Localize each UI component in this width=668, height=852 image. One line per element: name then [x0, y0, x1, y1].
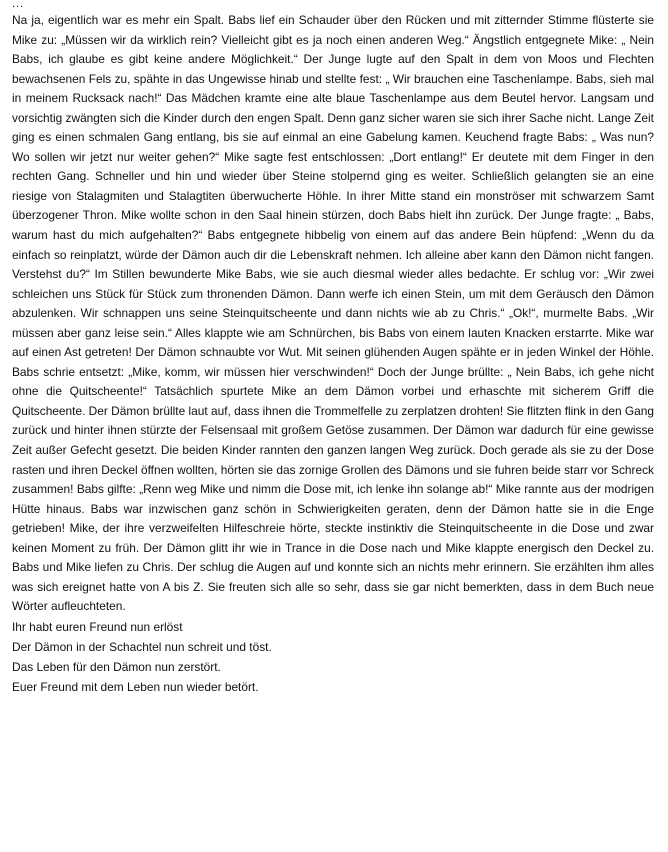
story-paragraph: Na ja, eigentlich war es mehr ein Spalt. Babs lief ein Schauder über den Rücken und mit zitternder Stimme flüsterte sie Mike zu: „Müssen wir da wirklich rein? Vielleicht gibt es ja noch einen anderen Weg.“ Ängstlich entgegnete Mike: „ Nein Babs, ich glaube es gibt keine andere Möglichkeit.“ Der Junge lugte auf den Spalt in dem von Moos und Flechten bewachsenen Fels zu, spähte in das Ungewisse hinab und stellte fest: „ Wir brauchen eine Taschenlampe. Babs, sieh mal in meinem Rucksack nach!“ Das Mädchen kramte eine alte blaue Taschenlampe aus dem Beutel hervor. Langsam und vorsichtig zwängten sich die Kinder durch den engen Spalt. Denn ganz sicher waren sie sich ihrer Sache nicht. Lange Zeit ging es einen schmalen Gang entlang, bis sie auf einmal an eine Gabelung kamen. Keuchend fragte Babs: „ Was nun? Wo sollen wir jetzt nur weiter gehen?“ Mike sagte fest entschlossen: „Dort entlang!“ Er deutete mit dem Finger in den rechten Gang. Schneller und hin und wieder über Steine stolpernd ging es weiter. Schließlich gelangten sie an eine riesige von Stalagmiten und Stalagtiten überwucherte Höhle. In ihrer Mitte stand ein monströser mit schwarzem Samt überzogener Thron. Mike wollte schon in den Saal hinein stürzen, doch Babs hielt ihn zurück. Der Junge fragte: „ Babs, warum hast du mich aufgehalten?“ Babs entgegnete hibbelig von einem auf das andere Bein hüpfend: „Wenn du da einfach so reinplatzt, würde der Dämon auch dir die Lebenskraft nehmen. Ich alleine aber kann den Dämon nicht fangen. Verstehst du?“ Im Stillen bewunderte Mike Babs, wie sie auch diesmal wieder alles bedachte. Er schlug vor: „Wir zwei schleichen uns Stück für Stück zum thronenden Dämon. Dann werfe ich einen Stein, um mit dem Geräusch den Dämon abzulenken. Wir schnappen uns seine Steinquitscheente und dann nichts wie ab zu Chris.“ „Ok!“, murmelte Babs. „Wir müssen aber ganz leise sein.“ Alles klappte wie am Schnürchen, bis Babs von einem lauten Knacken erstarrte. Mike war auf einen Ast getreten! Der Dämon schnaubte vor Wut. Mit seinen glühenden Augen spähte er in jeden Winkel der Höhle. Babs schrie entsetzt: „Mike, komm, wir müssen hier verschwinden!“ Doch der Junge brüllte: „ Nein Babs, ich gehe nicht ohne die Quitscheente!“ Tatsächlich spurtete Mike an dem Dämon vorbei und erhaschte mit sicherem Griff die Quitscheente. Der Dämon brüllte laut auf, dass ihnen die Trommelfelle zu zerplatzen drohten! Sie flitzten flink in den Gang zurück und hinter ihnen stürzte der Felsensaal mit großem Getöse zusammen. Der Dämon war dadurch für eine gewisse Zeit außer Gefecht gesetzt. Die beiden Kinder rannten den ganzen langen Weg zurück. Doch gerade als sie zu der Dose rasten und ihren Deckel öffnen wollten, hörten sie das zornige Grollen des Dämons und sie fuhren beide starr vor Schreck zusammen! Babs gilfte: „Renn weg Mike und nimm die Dose mit, ich lenke ihn solange ab!“ Mike rannte aus der modrigen Hütte hinaus. Babs war inzwischen ganz schön in Schwierigkeiten geraten, denn der Dämon hatte sie in die Enge getrieben! Mike, der ihre verzweifelten Hilfeschreie hörte, steckte instinktiv die Steinquitscheente in die Dose und zwar keinen Moment zu früh. Der Dämon glitt ihr wie in Trance in die Dose nach und Mike klappte energisch den Deckel zu. Babs und Mike liefen zu Chris. Der schlug die Augen auf und konnte sich an nichts mehr erinnern. Sie erzählten ihm alles was sich ereignet hatte von A bis Z. Sie freuten sich alle so sehr, dass sie gar nicht bemerkten, dass in dem Buch neue Wörter aufleuchteten.	[12, 13, 654, 614]
verse-line-1: Ihr habt euren Freund nun erlöst	[12, 619, 183, 634]
verse-line-2: Der Dämon in der Schachtel nun schreit und töst.	[12, 639, 272, 654]
verse-line-4: Euer Freund mit dem Leben nun wieder betört.	[12, 679, 259, 694]
verse-line-3: Das Leben für den Dämon nun zerstört.	[12, 659, 221, 674]
leading-ellipsis: ...	[12, 0, 25, 10]
verse-block	[12, 617, 654, 697]
document-page	[12, 0, 654, 697]
